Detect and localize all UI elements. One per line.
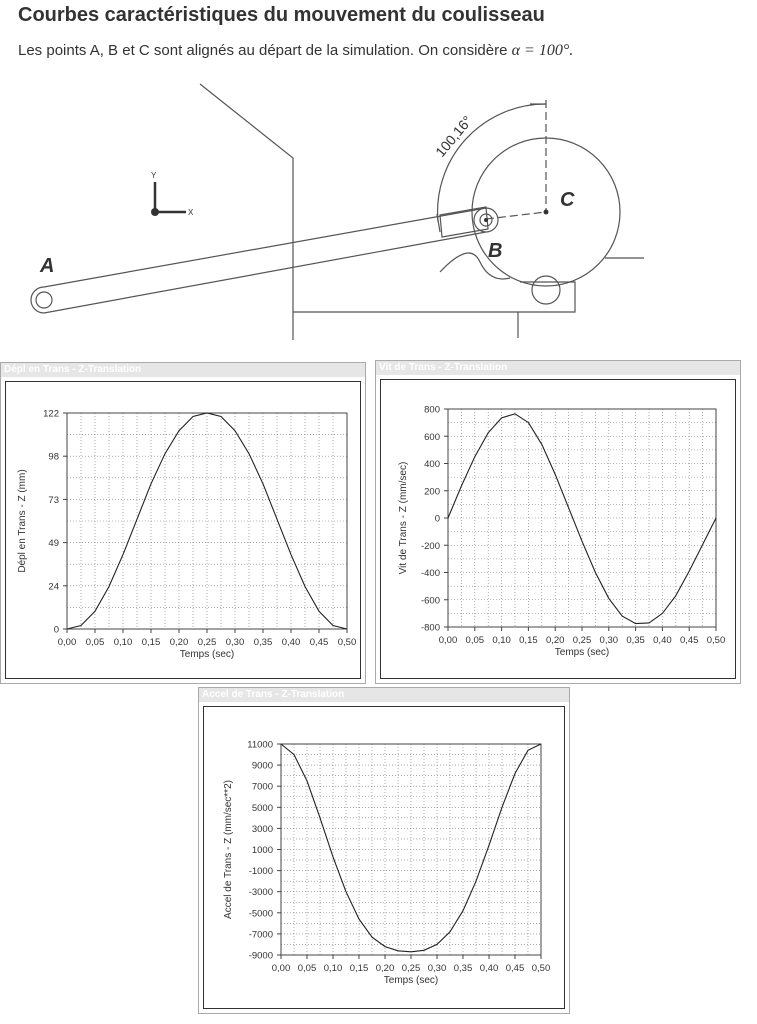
x-tick-label: 0,40	[653, 635, 672, 646]
x-tick-label: 0,15	[519, 635, 538, 646]
x-tick-label: 0,05	[85, 637, 105, 648]
x-tick-label: 0,30	[225, 637, 245, 648]
alpha-formula: α = 100°.	[511, 42, 574, 59]
y-axis-label: Vit de Trans - Z (mm/sec)	[398, 461, 409, 575]
x-axis-label: Temps (sec)	[179, 649, 235, 660]
y-tick-label: 11000	[247, 739, 273, 751]
x-tick-label: 0,50	[706, 635, 726, 646]
axis-triad	[151, 171, 194, 217]
x-tick-label: 0,00	[438, 635, 458, 646]
y-tick-label: 24	[48, 581, 59, 593]
y-tick-label: 122	[43, 408, 59, 420]
x-tick-label: 0,45	[309, 637, 329, 648]
x-tick-label: 0,20	[169, 637, 189, 648]
x-tick-label: 0,00	[57, 637, 77, 648]
angle-arc	[438, 104, 546, 222]
x-tick-label: 0,50	[337, 637, 357, 648]
x-tick-label: 0,10	[492, 635, 511, 646]
page-title: Courbes caractéristiques du mouvement du coulisseau	[18, 4, 545, 26]
y-tick-label: -400	[420, 568, 440, 579]
x-tick-label: 0,20	[375, 963, 395, 974]
pivot-a	[36, 292, 52, 308]
x-tick-label: 0,40	[479, 963, 499, 974]
chart-panel-velocity	[375, 360, 741, 684]
x-tick-label: 0,35	[453, 963, 473, 974]
centerline-horizontal	[486, 212, 546, 219]
x-tick-label: 0,00	[271, 963, 291, 974]
chart-panel-displacement	[0, 362, 366, 684]
axis-x-label: X	[188, 208, 194, 217]
y-tick-label: 73	[48, 494, 59, 506]
axis-y-label: Y	[151, 171, 157, 180]
frame-diagonal	[200, 84, 293, 340]
x-tick-label: 0,15	[349, 963, 369, 974]
y-tick-label: -9000	[248, 950, 273, 962]
x-tick-label: 0,35	[253, 637, 273, 648]
x-tick-label: 0,15	[141, 637, 161, 648]
y-axis-label: Accel de Trans - Z (mm/sec**2)	[223, 780, 234, 919]
chart-displacement	[1, 363, 367, 685]
point-c-dot	[544, 210, 549, 215]
x-tick-label: 0,40	[281, 637, 301, 648]
x-tick-label: 0,50	[531, 963, 551, 974]
panel-title: Accel de Trans - Z-Translation	[199, 688, 569, 702]
y-tick-label: 1000	[251, 845, 273, 856]
x-tick-label: 0,05	[297, 963, 317, 974]
x-tick-label: 0,10	[113, 637, 133, 648]
panel-title: Vit de Trans - Z-Translation	[376, 361, 740, 375]
y-axis-label: Dépl en Trans - Z (mm)	[17, 469, 28, 573]
y-tick-label: 7000	[251, 781, 273, 793]
series-line	[281, 744, 541, 952]
y-tick-label: 0	[53, 624, 59, 636]
y-tick-label: 0	[434, 513, 440, 525]
y-tick-label: -600	[420, 595, 440, 607]
y-tick-label: 98	[48, 451, 59, 463]
x-tick-label: 0,30	[599, 635, 619, 646]
x-tick-label: 0,30	[427, 963, 447, 974]
x-tick-label: 0,25	[401, 963, 421, 974]
x-axis-label: Temps (sec)	[554, 647, 610, 658]
y-tick-label: -7000	[248, 929, 273, 941]
y-tick-label: -1000	[248, 866, 273, 878]
intro-text	[18, 42, 573, 60]
rod-edge-top	[44, 208, 486, 287]
x-tick-label: 0,35	[626, 635, 645, 646]
x-tick-label: 0,05	[465, 635, 485, 646]
chart-panel-acceleration	[198, 687, 570, 1014]
x-tick-label: 0,10	[323, 963, 343, 974]
y-tick-label: -5000	[248, 908, 273, 920]
point-b-dot	[484, 218, 488, 222]
y-tick-label: 5000	[251, 802, 273, 814]
y-tick-label: 600	[424, 431, 440, 443]
chart-acceleration	[199, 688, 571, 1015]
lower-roller	[532, 276, 560, 304]
panel-title: Dépl en Trans - Z-Translation	[1, 363, 365, 377]
angle-label: 100,16°	[432, 112, 476, 160]
x-tick-label: 0,45	[679, 635, 699, 646]
y-tick-label: -200	[420, 540, 440, 552]
x-tick-label: 0,25	[572, 635, 592, 646]
x-axis-label: Temps (sec)	[383, 975, 439, 986]
x-tick-label: 0,20	[545, 635, 565, 646]
y-tick-label: 200	[424, 486, 440, 498]
mechanism-diagram	[0, 70, 757, 345]
rod-end-a	[31, 287, 44, 313]
y-tick-label: -3000	[248, 887, 273, 899]
y-tick-label: 49	[48, 538, 59, 550]
x-tick-label: 0,45	[505, 963, 525, 974]
y-tick-label: 800	[424, 404, 440, 416]
point-b-label: B	[488, 240, 503, 262]
point-c-label: C	[560, 189, 575, 211]
y-tick-label: 9000	[251, 760, 273, 772]
y-tick-label: 3000	[251, 823, 273, 835]
intro-sentence: Les points A, B et C sont alignés au départ de la simulation. On considère	[18, 42, 508, 59]
point-a-label: A	[40, 255, 55, 277]
y-tick-label: -800	[420, 622, 440, 634]
chart-velocity	[376, 361, 742, 685]
rod-edge-bottom	[44, 232, 486, 313]
x-tick-label: 0,25	[197, 637, 217, 648]
y-tick-label: 400	[424, 459, 440, 470]
